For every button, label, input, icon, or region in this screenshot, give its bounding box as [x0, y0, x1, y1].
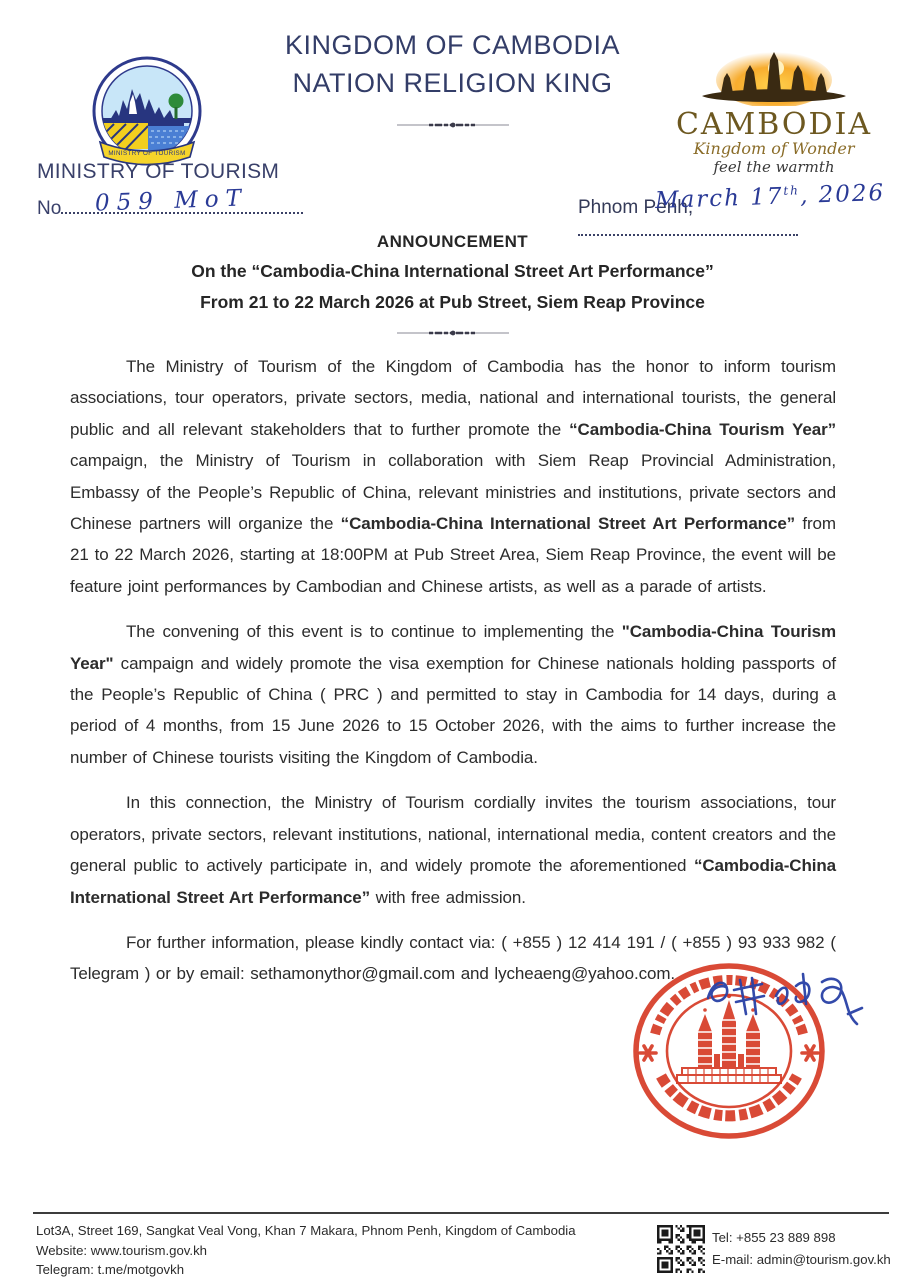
- cambodia-logo-tagline: feel the warmth: [713, 158, 835, 176]
- cambodia-kingdom-of-wonder-logo: [658, 44, 890, 176]
- footer-telegram: Telegram: t.me/motgovkh: [36, 1262, 185, 1277]
- body-paragraph: In this connection, the Ministry of Tourism cordially invites the tourism associations, tour operators, private sectors, relevant institutions, national, international media, content creators and the general public to actively participate in, and widely promote the aforementioned “Cambodia-China International Street Art Performance” with free admission.: [70, 793, 836, 907]
- divider-ornament: [0, 326, 905, 344]
- footer-left: [36, 1221, 576, 1280]
- date-handwritten: March 17th, 2026: [654, 179, 886, 215]
- body-paragraph: The convening of this event is to continue to implementing the "Cambodia-China Tourism Year" campaign and widely promote the visa exemption for Chinese nationals holding passports of the People’s Republic of China ( PRC ) and permitted to stay in Cambodia for 14 days, during a period of 4 months, from 15 June 2026 to 15 October 2026, with the aims to further increase the number of Chinese tourists visiting the Kingdom of Cambodia.: [70, 622, 836, 767]
- footer-email: E-mail: admin@tourism.gov.kh: [712, 1252, 891, 1267]
- kingdom-title: KINGDOM OF CAMBODIA: [284, 30, 621, 60]
- announcement-title: ANNOUNCEMENT: [376, 232, 529, 251]
- cambodia-logo-title: CAMBODIA: [675, 107, 873, 142]
- ministry-name: MINISTRY OF TOURISM: [37, 160, 280, 183]
- announcement-body: [70, 351, 836, 1004]
- footer-contact: [712, 1227, 891, 1271]
- cambodia-logo-subtitle: Kingdom of Wonder: [693, 139, 855, 158]
- footer-tel: Tel: +855 23 889 898: [712, 1230, 836, 1245]
- footer-website: Website: www.tourism.gov.kh: [36, 1242, 208, 1258]
- qr-code-icon: [657, 1225, 705, 1278]
- announcement-subject-line2: From 21 to 22 March 2026 at Pub Street, Siem Reap Province: [200, 292, 705, 312]
- no-label: No: [37, 198, 62, 219]
- reference-number-handwritten: 059 MoT: [94, 185, 249, 217]
- nation-religion-king-title: NATION RELIGION KING: [292, 68, 613, 98]
- footer-divider: [33, 1212, 889, 1214]
- body-paragraph: The Ministry of Tourism of the Kingdom of Cambodia has the honor to inform tourism associations, tour operators, private sectors, media, national and international tourists, the general public and all relevant stakeholders that to further promote the “Cambodia-China Tourism Year” campaign, the Ministry of Tourism in collaboration with Siem Reap Provincial Administration, Embassy of the People’s Republic of China, relevant ministries and institutions, private sectors and Chinese partners will organize the “Cambodia-China International Street Art Performance” from 21 to 22 March 2026, starting at 18:00PM at Pub Street Area, Siem Reap Province, the event will be feature joint performances by Cambodian and Chinese artists, as well as a parade of artists.: [70, 357, 836, 596]
- signature-ink: [700, 958, 880, 1045]
- announcement-subject-line1: On the “Cambodia-China International Street Art Performance”: [191, 261, 714, 281]
- footer-address: Lot3A, Street 169, Sangkat Veal Vong, Khan 7 Makara, Phnom Penh, Kingdom of Cambodia: [36, 1223, 576, 1238]
- angkor-sunrise-icon: [658, 44, 890, 106]
- body-paragraph: For further information, please kindly contact via: ( +855 ) 12 414 191 / ( +855 ) 93 933 982 ( Telegram ) or by email: sethamonythor@gmail.com and lycheaeng@yahoo.com.: [70, 932, 836, 984]
- place-label: Phnom Penh,: [578, 197, 694, 218]
- mot-ribbon-label: MINISTRY OF TOURISM: [108, 150, 186, 157]
